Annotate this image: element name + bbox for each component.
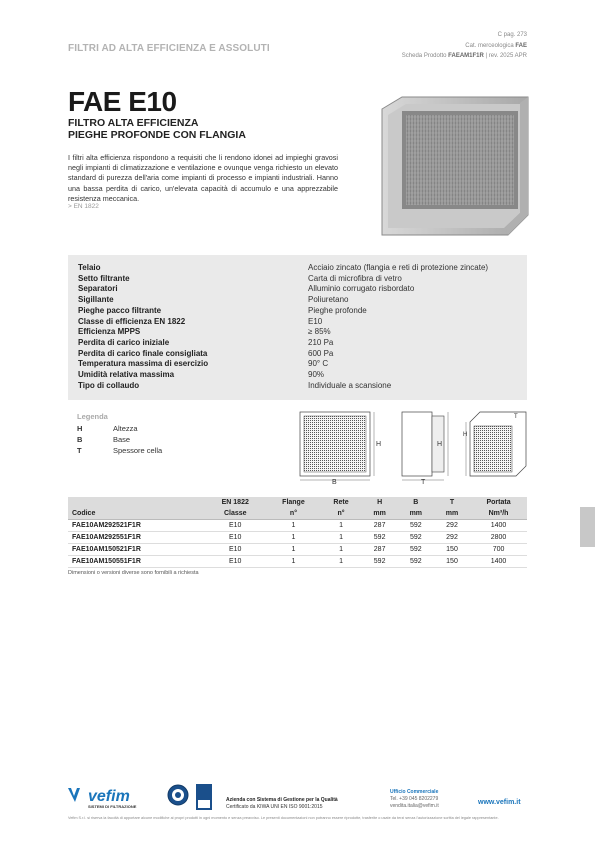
sheet-code: FAEAM1F1R: [448, 53, 484, 59]
col-header: T: [434, 497, 470, 508]
table-cell: 287: [362, 544, 398, 556]
category-label: Cat. merceologica: [465, 43, 514, 49]
table-cell: 1: [321, 544, 362, 556]
col-header: [68, 497, 204, 508]
sales-office-contacts: [390, 796, 439, 809]
spec-value: 600 Pa: [308, 348, 334, 358]
category-line: [465, 41, 527, 51]
product-code: FAE10AM292521F1R: [68, 520, 204, 532]
table-cell: 150: [434, 544, 470, 556]
product-photo: [380, 95, 530, 245]
vefim-logo: [68, 786, 163, 810]
table-cell: E10: [204, 520, 266, 532]
col-unit: Nm³/h: [470, 508, 527, 520]
table-cell: 2800: [470, 532, 527, 544]
table-cell: 150: [434, 556, 470, 568]
table-row: [68, 556, 527, 568]
table-cell: 1: [266, 544, 320, 556]
table-cell: 1: [321, 532, 362, 544]
col-unit: n°: [321, 508, 362, 520]
table-cell: 592: [362, 532, 398, 544]
table-cell: E10: [204, 544, 266, 556]
certification-seal-icon: [167, 784, 189, 806]
iso-h-label: H: [463, 432, 468, 438]
side-view-drawing: [402, 412, 448, 486]
table-cell: 287: [362, 520, 398, 532]
table-header-row-2: [68, 508, 527, 520]
col-header: Flange: [266, 497, 320, 508]
certification-text: Certificato da KIWA UNI EN ISO 9001:2015: [226, 803, 323, 810]
norm-link[interactable]: > EN 1822: [68, 203, 99, 210]
revision: rev. 2025 APR: [488, 53, 527, 59]
table-cell: 592: [398, 532, 434, 544]
section-title: FILTRI AD ALTA EFFICIENZA E ASSOLUTI: [68, 43, 270, 54]
kiwa-badge-icon: [196, 784, 212, 810]
spec-value: E10: [308, 316, 323, 326]
spec-label: Sigillante: [78, 295, 114, 305]
table-cell: 1400: [470, 520, 527, 532]
spec-label: Perdita di carico finale consigliata: [78, 348, 208, 358]
col-unit: mm: [362, 508, 398, 520]
col-header: EN 1822: [204, 497, 266, 508]
legend-value-b: Base: [113, 435, 131, 444]
table-cell: 592: [398, 520, 434, 532]
spec-label: Telaio: [78, 263, 101, 272]
quality-system: Azienda con Sistema di Gestione per la Qualità: [226, 797, 338, 803]
spec-value: Alluminio corrugato risbordato: [308, 284, 415, 294]
spec-value: Poliuretano: [308, 295, 349, 305]
sheet-label: Scheda Prodotto: [401, 53, 447, 59]
col-unit: n°: [266, 508, 320, 520]
isometric-view-drawing: [463, 412, 526, 476]
col-unit: Classe: [204, 508, 266, 520]
table-cell: 1400: [470, 556, 527, 568]
table-cell: 1: [266, 556, 320, 568]
legal-disclaimer: Vefim S.r.l. si riserva la facoltà di apportare alcune modifiche ai propri prodotti in ogni momento e senza preavviso. Le presenti documentazioni non potranno essere riprodotte, trasferite o usate da terzi senza l'autorizzazione scritta del legale rappresentante.: [68, 816, 499, 820]
col-header: Rete: [321, 497, 362, 508]
spec-value: 90° C: [308, 359, 329, 369]
spec-label: Setto filtrante: [78, 273, 130, 283]
availability-note: Dimensioni o versioni diverse sono fornibili a richiesta: [68, 570, 199, 576]
product-table: [68, 497, 527, 568]
table-row: [68, 544, 527, 556]
col-unit: mm: [398, 508, 434, 520]
table-cell: 1: [321, 520, 362, 532]
legend-key-b: B: [77, 435, 83, 444]
sheet-line: Scheda Prodotto FAEAM1F1R | rev. 2025 APR: [401, 53, 527, 59]
legend-title: Legenda: [77, 412, 108, 421]
table-cell: E10: [204, 556, 266, 568]
legend-key-h: H: [77, 424, 83, 433]
side-tab: [580, 507, 595, 547]
product-description: I filtri alta efficienza rispondono a requisiti che li rendono idonei ad impieghi gravosi negli impianti di climatizzazione e ventilazione e ovunque venga richiesto un elevato standard di purezza dell'aria come impianti di processo e impianti industriali. Hanno una bassa perdita di carico, un'elevata capacità di accumulo e una apprezzabile resistenza meccanica.: [68, 153, 338, 203]
spec-label: Separatori: [78, 284, 118, 294]
table-cell: 700: [470, 544, 527, 556]
table-row: [68, 520, 527, 532]
product-title: FAE E10: [68, 86, 177, 117]
iso-t-label: T: [514, 414, 518, 420]
product-code: FAE10AM292551F1R: [68, 532, 204, 544]
table-row: [68, 532, 527, 544]
spec-label: Tipo di collaudo: [78, 380, 140, 390]
table-cell: 1: [266, 520, 320, 532]
legend-value-t: Spessore cella: [113, 446, 163, 455]
product-code: FAE10AM150521F1R: [68, 544, 204, 556]
category-value: FAE: [515, 43, 527, 49]
website-link[interactable]: www.vefim.it: [478, 799, 521, 806]
front-b-label: B: [332, 479, 337, 486]
svg-text:vefim: vefim: [88, 788, 130, 805]
table-cell: 592: [362, 556, 398, 568]
technical-drawings: [290, 408, 530, 486]
sales-office-title: Ufficio Commerciale: [390, 789, 439, 795]
spec-label: Umidità relativa massima: [78, 370, 175, 379]
subtitle-line-2: PIEGHE PROFONDE CON FLANGIA: [68, 129, 246, 141]
col-header: Portata: [470, 497, 527, 508]
spec-value: Pieghe profonde: [308, 305, 367, 315]
spec-label: Efficienza MPPS: [78, 327, 141, 337]
spec-value: Acciaio zincato (flangia e reti di protezione zincate): [308, 263, 489, 272]
table-cell: E10: [204, 532, 266, 544]
table-cell: 592: [398, 556, 434, 568]
company-info: [226, 797, 338, 810]
table-cell: 292: [434, 520, 470, 532]
product-subtitle: [68, 117, 246, 141]
page-number: C pag. 273: [497, 32, 527, 38]
side-h-label: H: [437, 441, 443, 448]
table-cell: 1: [321, 556, 362, 568]
office-email[interactable]: vendita.italia@vefim.it: [390, 802, 439, 809]
table-header-row-1: [68, 497, 527, 508]
col-header: B: [398, 497, 434, 508]
spec-label: Classe di efficienza EN 1822: [78, 316, 186, 326]
spec-label: Pieghe pacco filtrante: [78, 305, 162, 315]
spec-value: Individuale a scansione: [308, 380, 392, 390]
spec-label: Temperatura massima di esercizio: [78, 359, 209, 369]
front-view-drawing: [300, 412, 381, 486]
legend-value-h: Altezza: [113, 424, 138, 433]
spec-value: 210 Pa: [308, 337, 334, 347]
table-cell: 292: [434, 532, 470, 544]
spec-value: ≥ 85%: [308, 327, 331, 337]
spec-value: Carta di microfibra di vetro: [308, 273, 402, 283]
table-cell: 592: [398, 544, 434, 556]
col-unit: Codice: [68, 508, 204, 520]
office-phone[interactable]: Tel. +39 045 8202279: [390, 796, 439, 802]
side-t-label: T: [421, 479, 426, 486]
legend-key-t: T: [77, 446, 82, 455]
specs-table: [68, 255, 527, 400]
front-h-label: H: [376, 441, 382, 448]
col-header: H: [362, 497, 398, 508]
spec-label: Perdita di carico iniziale: [78, 337, 170, 347]
spec-value: 90%: [308, 370, 325, 379]
subtitle-line-1: FILTRO ALTA EFFICIENZA: [68, 117, 199, 129]
svg-text:SISTEMI DI FILTRAZIONE: SISTEMI DI FILTRAZIONE: [88, 804, 137, 809]
col-unit: mm: [434, 508, 470, 520]
table-cell: 1: [266, 532, 320, 544]
product-code: FAE10AM150551F1R: [68, 556, 204, 568]
